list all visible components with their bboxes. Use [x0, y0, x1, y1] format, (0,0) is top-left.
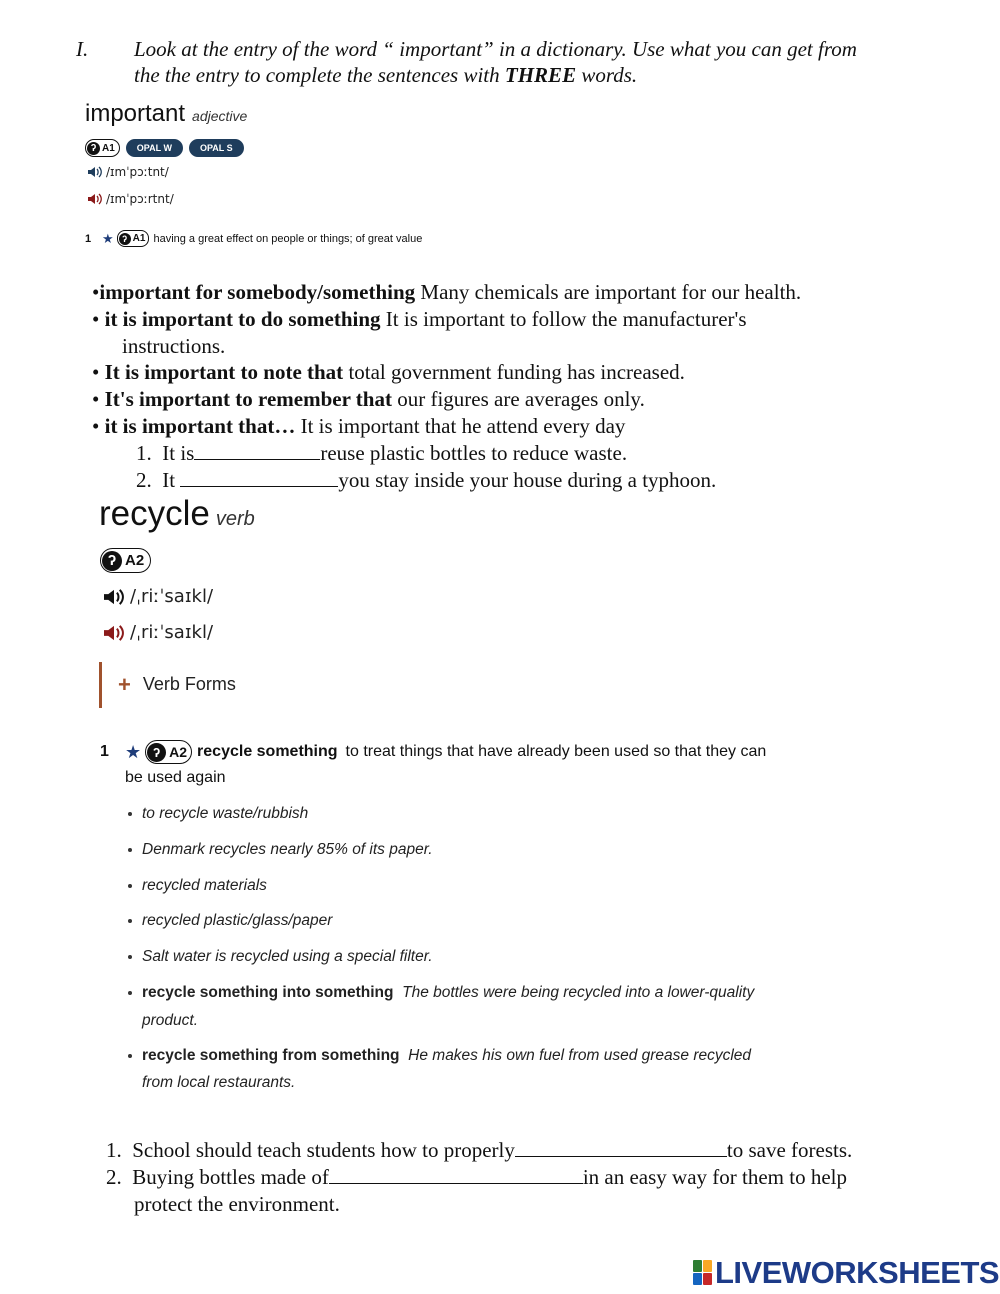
oxford-key-icon: ʔ	[119, 233, 131, 245]
example-item: Denmark recycles nearly 85% of its paper.	[128, 841, 433, 859]
example-item: to recycle waste/rubbish	[128, 805, 308, 823]
example-4: • It's important to remember that our figures are averages only.	[92, 387, 645, 411]
headword: recycle	[99, 494, 210, 533]
example-item: recycled materials	[128, 877, 267, 895]
answer-blank[interactable]	[329, 1169, 583, 1184]
liveworksheets-logo-icon	[693, 1260, 713, 1286]
sense-level-badge: ʔ A1	[117, 230, 150, 247]
sense-number: 1	[85, 232, 92, 245]
answer-blank[interactable]	[180, 472, 338, 487]
star-icon: ★	[125, 741, 142, 762]
example-2: • it is important to do something It is important to follow the manufacturer's	[92, 307, 747, 331]
logo-text: LIVEWORKSHEETS	[715, 1255, 1000, 1290]
exercise-b-2-cont: protect the environment.	[134, 1192, 340, 1216]
exercise-b-2: 2. Buying bottles made of in an easy way for them to help	[106, 1165, 847, 1189]
pronunciation-us: /ɪmˈpɔːrtnt/	[87, 192, 174, 206]
star-icon: ★	[102, 230, 114, 246]
answer-blank[interactable]	[515, 1142, 727, 1157]
exercise-b-1: 1. School should teach students how to properly to save forests.	[106, 1138, 853, 1162]
definition-line-2: be used again	[125, 769, 226, 786]
pronunciation-uk: /ɪmˈpɔːtnt/	[87, 165, 169, 179]
pronunciation-uk: /ˌriːˈsaɪkl/	[102, 586, 213, 607]
answer-blank[interactable]	[194, 445, 320, 460]
part-of-speech: adjective	[192, 108, 248, 124]
oxford-key-icon: ʔ	[147, 743, 166, 762]
liveworksheets-logo	[693, 1255, 999, 1291]
pattern-item-cont: from local restaurants.	[142, 1074, 296, 1091]
level-badge: ʔ A1	[85, 139, 120, 157]
entry-recycle-sense	[100, 740, 766, 764]
plus-icon: +	[118, 671, 131, 697]
instruction-line-2: the the entry to complete the sentences with THREE words.	[134, 63, 638, 87]
level-badge: ʔ A2	[100, 548, 151, 573]
entry-recycle-badges	[100, 548, 151, 573]
sense-level-badge: ʔ A2	[145, 740, 192, 764]
pattern-item: recycle something from something He makes his own fuel from used grease recycled	[128, 1047, 778, 1065]
example-5: • it is important that… It is important that he attend every day	[92, 414, 626, 438]
example-1: •important for somebody/something Many chemicals are important for our health.	[92, 280, 802, 304]
opal-s-badge: OPAL S	[189, 139, 244, 157]
example-item: recycled plastic/glass/paper	[128, 912, 332, 930]
entry-important-sense	[85, 230, 422, 247]
oxford-key-icon: ʔ	[102, 551, 122, 571]
sense-number: 1	[100, 743, 109, 760]
pattern-item-cont: product.	[142, 1012, 199, 1029]
pronunciation-us: /ˌriːˈsaɪkl/	[102, 622, 213, 643]
verb-forms-accent	[99, 662, 102, 708]
headword: important	[85, 100, 186, 127]
exercise-a-2: 2. It you stay inside your house during a typhoon.	[136, 468, 717, 492]
definition: having a great effect on people or things; of great value	[153, 232, 423, 245]
entry-important-header	[85, 100, 247, 128]
example-3: • It is important to note that total government funding has increased.	[92, 360, 685, 384]
speaker-us-icon[interactable]	[102, 623, 126, 643]
exercise-a-1: 1. It is reuse plastic bottles to reduce waste.	[136, 441, 628, 465]
oxford-key-icon: ʔ	[87, 142, 100, 155]
example-item: Salt water is recycled using a special filter.	[128, 948, 433, 966]
opal-w-badge: OPAL W	[126, 139, 183, 157]
speaker-uk-icon[interactable]	[87, 165, 103, 179]
entry-important-badges	[85, 139, 244, 157]
sense-pattern: recycle something	[197, 743, 338, 760]
speaker-uk-icon[interactable]	[102, 587, 126, 607]
definition-line-1: to treat things that have already been used so that they can	[345, 743, 767, 760]
instruction-line-1: Look at the entry of the word “ important” in a dictionary. Use what you can get from	[134, 37, 857, 61]
entry-recycle-header	[99, 494, 255, 534]
example-2-cont: instructions.	[122, 334, 226, 358]
part-of-speech: verb	[215, 508, 255, 530]
speaker-us-icon[interactable]	[87, 192, 103, 206]
verb-forms-toggle[interactable]: + Verb Forms	[118, 671, 236, 697]
pattern-item: recycle something into something The bottles were being recycled into a lower-quality	[128, 984, 778, 1002]
instruction-number: I.	[76, 37, 89, 61]
